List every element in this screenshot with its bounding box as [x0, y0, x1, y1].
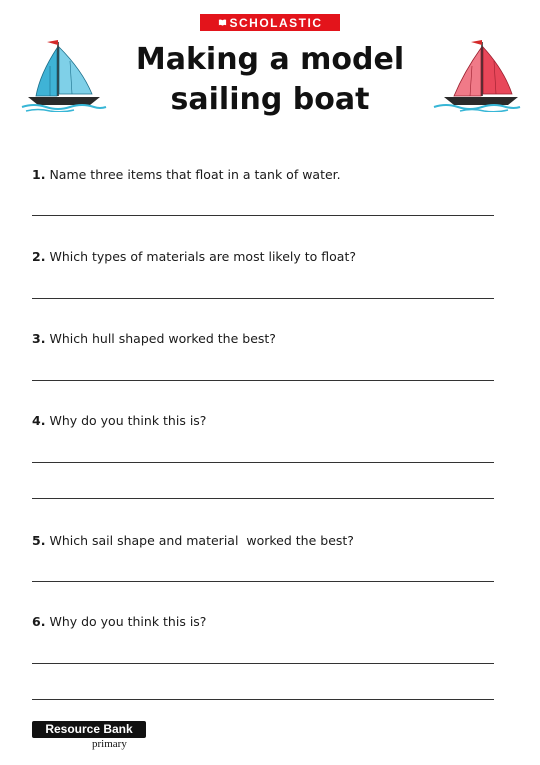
- question-2: [32, 249, 494, 265]
- page-title: [100, 40, 440, 120]
- question-4: [32, 413, 494, 429]
- question-number: 2.: [32, 249, 46, 264]
- question-4-text: [32, 413, 494, 429]
- answer-line-2[interactable]: [32, 298, 494, 299]
- answer-line-6a[interactable]: [32, 663, 494, 664]
- question-3: [32, 331, 494, 347]
- question-number: 5.: [32, 533, 46, 548]
- title-line-1: Making a model: [135, 42, 405, 77]
- blue-sailboat-icon: [20, 36, 108, 112]
- question-6: [32, 614, 494, 630]
- question-3-text: [32, 331, 494, 347]
- question-6-text: [32, 614, 494, 630]
- brand-label: SCHOLASTIC: [229, 15, 323, 30]
- question-prompt: Which hull shaped worked the best?: [49, 331, 276, 346]
- question-5-text: [32, 533, 494, 549]
- scholastic-logo-icon: [218, 18, 227, 27]
- question-1: [32, 167, 494, 183]
- question-prompt: Which types of materials are most likely to float?: [49, 249, 356, 264]
- question-number: 1.: [32, 167, 46, 182]
- answer-line-1[interactable]: [32, 215, 494, 216]
- question-number: 4.: [32, 413, 46, 428]
- question-number: 6.: [32, 614, 46, 629]
- question-number: 3.: [32, 331, 46, 346]
- question-2-text: [32, 249, 494, 265]
- question-prompt: Why do you think this is?: [49, 413, 207, 428]
- red-sailboat-icon: [430, 36, 522, 112]
- question-prompt: Which sail shape and material worked the best?: [49, 533, 354, 548]
- question-prompt: Name three items that float in a tank of water.: [49, 167, 341, 182]
- answer-line-4a[interactable]: [32, 462, 494, 463]
- question-prompt: Why do you think this is?: [49, 614, 207, 629]
- question-5: [32, 533, 494, 549]
- answer-line-6b[interactable]: [32, 699, 494, 700]
- title-line-2: sailing boat: [170, 82, 370, 117]
- answer-line-4b[interactable]: [32, 498, 494, 499]
- answer-line-5[interactable]: [32, 581, 494, 582]
- answer-line-3[interactable]: [32, 380, 494, 381]
- resource-bank-logo: Resource Bank: [32, 721, 146, 738]
- scholastic-logo: [200, 14, 340, 31]
- resource-bank-subtitle: primary: [92, 738, 127, 750]
- question-1-text: [32, 167, 494, 183]
